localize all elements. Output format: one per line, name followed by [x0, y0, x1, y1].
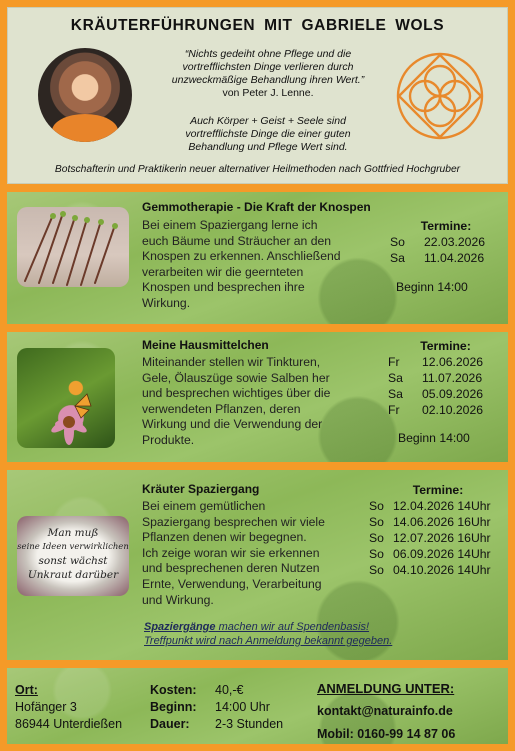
weekday: Fr — [388, 403, 400, 417]
event-description — [142, 499, 372, 608]
description-line: Miteinander stellen wir Tinkturen, — [142, 355, 321, 369]
description-line: Knospen und besprechen ihre — [142, 280, 305, 295]
date: 12.07.2026 16Uhr — [393, 531, 491, 545]
start-time: Beginn 14:00 — [398, 431, 470, 445]
ort-label: Ort: — [15, 683, 38, 697]
date: 06.09.2026 14Uhr — [393, 547, 491, 561]
footer-info — [7, 668, 508, 744]
date-row — [369, 498, 507, 514]
address-line: 86944 Unterdießen — [15, 717, 123, 731]
description-line: Bei einem gemütlichen — [142, 499, 266, 513]
start-time: Beginn 14:00 — [396, 280, 468, 294]
quote2-line: vortrefflichste Dinge die einer guten — [185, 128, 351, 140]
weekday: So — [369, 563, 384, 577]
weekday: So — [369, 515, 384, 529]
description-line: verwendeten Pflanzen, deren — [142, 401, 301, 416]
date: 02.10.2026 — [422, 403, 483, 417]
meeting-point-note: Treffpunkt wird nach Anmeldung bekannt gegeben. — [144, 635, 393, 647]
quote2-line: Behandlung und Pflege Wert sind. — [188, 141, 348, 153]
event-title: Meine Hausmittelchen — [142, 338, 269, 352]
description-line: und besprechenen deren Nutzen — [142, 561, 320, 576]
stone-line: seine Ideen verwirklichen — [17, 542, 129, 552]
date: 22.03.2026 — [424, 235, 485, 249]
description-line: verarbeiten wir die geernteten — [142, 264, 304, 279]
date: 12.04.2026 14Uhr — [393, 499, 491, 513]
beginn-label: Beginn: — [150, 700, 197, 714]
date-row — [390, 234, 502, 250]
description-line: Ich zeige woran wir sie erkennen — [142, 545, 320, 560]
phone-number[interactable]: Mobil: 0160-99 14 87 06 — [317, 727, 456, 741]
weekday: Sa — [388, 371, 403, 385]
weekday: Sa — [390, 251, 405, 265]
description-line: und besprechen wichtiges über die — [142, 386, 331, 401]
kosten-label: Kosten: — [150, 683, 197, 697]
body-mind-soul-quote — [158, 115, 378, 154]
email-link[interactable]: kontakt@naturainfo.de — [317, 704, 453, 718]
date: 14.06.2026 16Uhr — [393, 515, 491, 529]
date-row — [369, 514, 507, 530]
location-block — [15, 682, 122, 733]
date-row — [388, 354, 503, 370]
event-description — [142, 218, 382, 312]
weekday: Fr — [388, 355, 400, 369]
event-dates — [388, 338, 503, 446]
quote-author: von Peter J. Lenne. — [222, 87, 314, 99]
dauer-row — [150, 716, 283, 733]
weekday: Sa — [388, 387, 403, 401]
event-dates — [390, 218, 502, 295]
flower-of-life-logo — [395, 51, 485, 141]
weekday: So — [369, 547, 384, 561]
header-panel — [7, 7, 508, 184]
event-hausmittelchen — [7, 332, 508, 462]
event-dates — [369, 482, 507, 578]
beginn-value: 14:00 Uhr — [215, 700, 270, 714]
stone-inscription — [17, 526, 129, 582]
address-line: Hofänger 3 — [15, 700, 77, 714]
stone-line: sonst wächst — [38, 555, 108, 567]
date-row — [388, 402, 503, 418]
quote-line: vortrefflichsten Dinge verlieren durch — [182, 61, 354, 73]
description-line: und Wirkung. — [142, 592, 214, 607]
description-line: Pflanzen denen wir begegnen. — [142, 530, 307, 545]
date-row — [388, 386, 503, 402]
termine-label: Termine: — [412, 483, 464, 497]
dauer-label: Dauer: — [150, 717, 190, 731]
note-text: machen wir auf Spendenbasis! — [215, 621, 370, 633]
date: 04.10.2026 14Uhr — [393, 563, 491, 577]
date-row — [369, 562, 507, 578]
details-block — [150, 682, 283, 733]
description-line: Ernte, Verwendung, Verarbeitung — [142, 576, 322, 591]
description-line: euch Bäume und Sträucher an den — [142, 233, 332, 248]
quote-line: unzweckmäßige Behandlung ihren Wert.” — [171, 74, 365, 86]
date: 11.04.2026 — [424, 251, 485, 265]
event-title: Gemmotherapie - Die Kraft der Knospen — [142, 200, 371, 214]
description-line: Spaziergang besprechen wir viele — [142, 514, 325, 529]
quote — [158, 48, 378, 100]
weekday: So — [369, 499, 384, 513]
termine-label: Termine: — [420, 339, 471, 353]
event-kraeuter-spaziergang — [7, 470, 508, 660]
event-gemmotherapie — [7, 192, 508, 324]
description-line: Wirkung. — [142, 295, 191, 310]
anmeldung-label: ANMELDUNG UNTER: — [317, 681, 455, 696]
event-description — [142, 355, 382, 449]
registration-block — [317, 677, 455, 746]
date-row — [369, 530, 507, 546]
date: 11.07.2026 — [422, 371, 483, 385]
page-title: KRÄUTERFÜHRUNGEN MIT GABRIELE WOLS — [70, 17, 445, 34]
date: 12.06.2026 — [422, 355, 483, 369]
kosten-value: 40,-€ — [215, 683, 244, 697]
event-title: Kräuter Spaziergang — [142, 482, 260, 496]
description-line: Knospen zu erkennen. Anschließend — [142, 249, 341, 264]
description-line: Bei einem Spaziergang lerne ich — [142, 218, 318, 232]
quote2-line: Auch Körper + Geist + Seele sind — [190, 115, 346, 127]
stone-line: Man muß — [47, 527, 99, 539]
termine-label: Termine: — [420, 219, 472, 233]
note-bold: Spaziergänge — [144, 621, 216, 633]
date-row — [390, 250, 502, 266]
description-line: Produkte. — [142, 432, 195, 447]
description-line: Wirkung und die Verwendung der — [142, 417, 323, 432]
donation-note — [144, 620, 392, 648]
quote-line: “Nichts gedeiht ohne Pflege und die — [184, 48, 352, 60]
echinacea-butterfly-photo — [17, 348, 115, 448]
stone-with-quote-photo — [17, 516, 129, 596]
dauer-value: 2-3 Stunden — [215, 717, 284, 731]
weekday: So — [390, 235, 405, 249]
subline: Botschafterin und Praktikerin neuer alternativer Heilmethoden nach Gottfried Hochgruber — [54, 164, 461, 175]
stone-line: Unkraut darüber — [27, 569, 119, 581]
beginn-row — [150, 699, 283, 716]
kosten-row — [150, 682, 283, 699]
description-line: Gele, Ölauszüge sowie Salben her — [142, 370, 330, 385]
date-row — [388, 370, 503, 386]
weekday: So — [369, 531, 384, 545]
date: 05.09.2026 — [422, 387, 483, 401]
date-row — [369, 546, 507, 562]
portrait-photo — [38, 48, 132, 142]
buds-photo — [17, 207, 129, 287]
